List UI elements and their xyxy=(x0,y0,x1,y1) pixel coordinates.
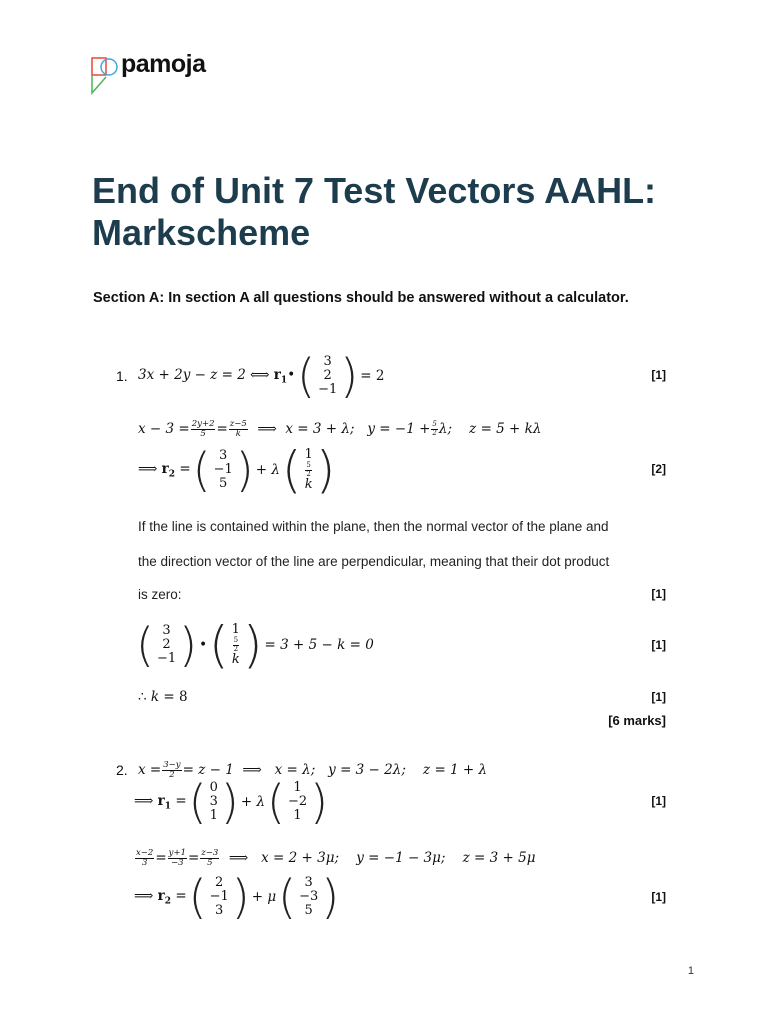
q1-plane-equation: 3x + 2y − z = 2 ⟺ $r_1•$ ( 3 2 −1 ) = 2 xyxy=(138,349,385,403)
brand-name: pamoja xyxy=(121,50,206,78)
section-heading: Section A: In section A all questions should be answered without a calculator. xyxy=(93,290,629,306)
pamoja-logo xyxy=(90,55,120,95)
mark-label: [2] xyxy=(651,462,666,476)
question-number: 1. xyxy=(116,368,128,384)
q2-line1-equation: x = $\frac{3-y}{2}$ = z − 1 ⟹ x = λ; y = 3 − 2λ; z = 1 + λ xyxy=(138,759,488,780)
total-marks: [6 marks] xyxy=(608,713,666,728)
pamoja-logo-mark-icon xyxy=(90,55,120,95)
page-number: 1 xyxy=(687,965,694,977)
q1-line-vector-form: ⟹ $r_2$ = ( 3 −1 5 ) + λ ( 1 $\frac{5}{2}$ k ) xyxy=(138,441,336,499)
explanation-line: is zero: xyxy=(138,587,182,602)
question-number: 2. xyxy=(116,762,128,778)
q1-result: ∴ k = 8 xyxy=(138,689,188,705)
mark-label: [1] xyxy=(651,690,666,704)
q2-line1-vector-form: ⟹ $r_1$ = ( 0 3 1 ) + λ ( 1 −2 1 ) xyxy=(134,775,329,829)
mark-label: [1] xyxy=(651,638,666,652)
mark-label: [1] xyxy=(651,368,666,382)
page-title: End of Unit 7 Test Vectors AAHL: Markscheme xyxy=(92,170,657,253)
mark-label: [1] xyxy=(651,587,666,601)
normal-vector: ( 3 2 −1 ) xyxy=(297,349,359,403)
q1-line-equation: x − 3 = $\frac{2y+2}{5}$ = $\frac{z-5}{k}$ ⟹ x = 3 + λ; y = −1 + $\frac{5}{2}$ λ; z = 5 + kλ xyxy=(138,418,542,439)
mark-label: [1] xyxy=(651,794,666,808)
explanation-line: the direction vector of the line are perpendicular, meaning that their dot product xyxy=(138,554,610,569)
q1-dot-product: ( 3 2 −1 ) • ( 1 $\frac{5}{2}$ k ) = 3 + 5 − k = 0 xyxy=(136,616,374,674)
q2-line2-vector-form: ⟹ $r_2$ = ( 2 −1 3 ) + μ ( 3 −3 5 ) xyxy=(134,870,340,924)
explanation-line: If the line is contained within the plane, then the normal vector of the plane and xyxy=(138,519,609,534)
q2-line2-equation: $\frac{x-2}{3}$ = $\frac{y+1}{-3}$ = $\frac{z-3}{5}$ ⟹ x = 2 + 3μ; y = −1 − 3μ; z = 3 + 5μ xyxy=(136,847,536,868)
mark-label: [1] xyxy=(651,890,666,904)
